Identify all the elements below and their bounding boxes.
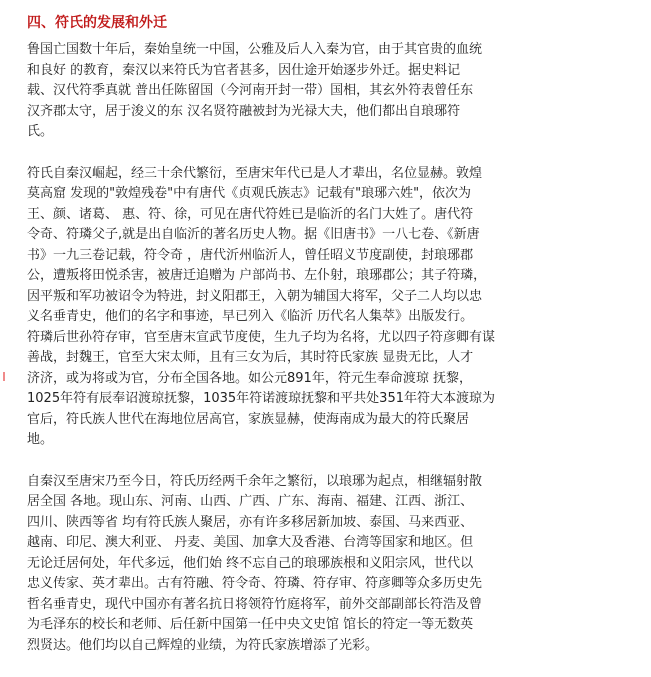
- text-line: 济济，或为将或为官，分布全国各地。如公元891年，符元生奉命渡琼 抚黎，: [27, 370, 472, 386]
- text-line: 莫高窟 发现的"敦煌残卷"中有唐代《贞观氏族志》记载有"琅琊六姓"，依次为: [27, 186, 472, 201]
- text-line: 公，遭叛将田悦杀害，被唐迁追赠为 户部尚书、左仆射，琅琊郡公；其子符璘，: [27, 268, 487, 283]
- text-line: 令奇、符璘父子,就是出自临沂的著名历史人物。据《旧唐书》一八七卷、《新唐: [27, 227, 480, 242]
- text-line: 汉齐郡太守，居于浚义的东 汉名贤符融被封为光禄大夫，他们都出自琅琊符: [27, 103, 461, 119]
- text-line: 善战，封魏王，官至大宋太师，且有三女为后，其时符氏家族 显贵无比，人才: [27, 350, 474, 365]
- text-line: 王、颜、诸葛、 惠、符、徐，可见在唐代符姓已是临沂的名门大姓了。唐代符: [27, 206, 474, 222]
- text-line: 符氏自秦汉崛起，经三十余代繁衍，至唐宋年代已是人才辈出，名位显赫。敦煌: [27, 165, 483, 181]
- article-body: [27, 40, 599, 677]
- text-line: 四川、陕西等省 均有符氏族人聚居，亦有许多移居新加坡、泰国、马来西亚、: [27, 514, 474, 530]
- text-line: 义名垂青史，他们的名字和事迹，早已列入《临沂 历代名人集萃》出版发行。: [27, 309, 474, 324]
- paragraph-modern-distribution: [27, 472, 599, 657]
- text-line: 烈贤达。他们均以自己辉煌的业绩，为符氏家族增添了光彩。: [27, 637, 379, 653]
- text-line: 无论迁居何处，年代多远，他们始 终不忘自己的琅琊族根和义阳宗风，世代以: [27, 555, 474, 571]
- text-line: 哲名垂青史，现代中国亦有著名抗日将领符竹庭将军，前外交部副部长符浩及曾: [27, 596, 483, 612]
- text-line: 载、汉代符季真就 普出任陈留国（今河南开封一带）国相，其玄外符表曾任东: [27, 83, 474, 98]
- text-line: 地。: [27, 432, 54, 447]
- left-edge-marker: [3, 372, 5, 381]
- text-line: 越南、印尼、澳大利亚、 丹麦、美国、加拿大及香港、台湾等国家和地区。但: [27, 535, 474, 550]
- text-line: 因平叛和军功被诏令为特进，封义阳郡王，入朝为辅国大将军，父子二人均以忠: [27, 288, 483, 304]
- text-line: 居全国 各地。现山东、河南、山西、广西、广东、海南、福建、江西、浙江、: [27, 494, 474, 509]
- text-line: 氏。: [27, 124, 54, 139]
- text-line: 为毛泽东的校长和老师、后任新中国第一任中央文史馆 馆长的符定一等无数英: [27, 617, 474, 632]
- text-line: 1025年符有辰奉诏渡琼抚黎，1035年符诺渡琼抚黎和平共处351年符大本渡琼为: [27, 391, 495, 406]
- text-line: 书》一九三卷记载，符令奇 ，唐代沂州临沂人，曾任昭义节度副使，封琅琊郡: [27, 247, 474, 263]
- paragraph-origin-migration: [27, 40, 599, 143]
- text-line: 官后，符氏族人世代在海地位居高官，家族显赫，使海南成为最大的符氏聚居: [27, 411, 470, 427]
- text-line: 符璘后世孙符存审，官至唐末宣武节度使，生九子均为名将，尤以四子符彦卿有谋: [27, 329, 496, 345]
- text-line: 自秦汉至唐宋乃至今日，符氏历经两千余年之繁衍，以琅琊为起点，相继辐射散: [27, 473, 483, 489]
- text-line: 鲁国亡国数十年后，秦始皇统一中国，公雅及后人入秦为官，由于其官贵的血统: [27, 42, 483, 57]
- section-title: 四、符氏的发展和外迁: [27, 15, 167, 31]
- text-line: 和良好 的教育，秦汉以来符氏为官者甚多，因仕途开始逐步外迁。据史料记: [27, 62, 461, 78]
- text-line: 忠义传家、英才辈出。古有符融、符令奇、符璘、符存审、符彦卿等众多历史先: [27, 576, 483, 591]
- paragraph-tang-song-history: [27, 164, 599, 451]
